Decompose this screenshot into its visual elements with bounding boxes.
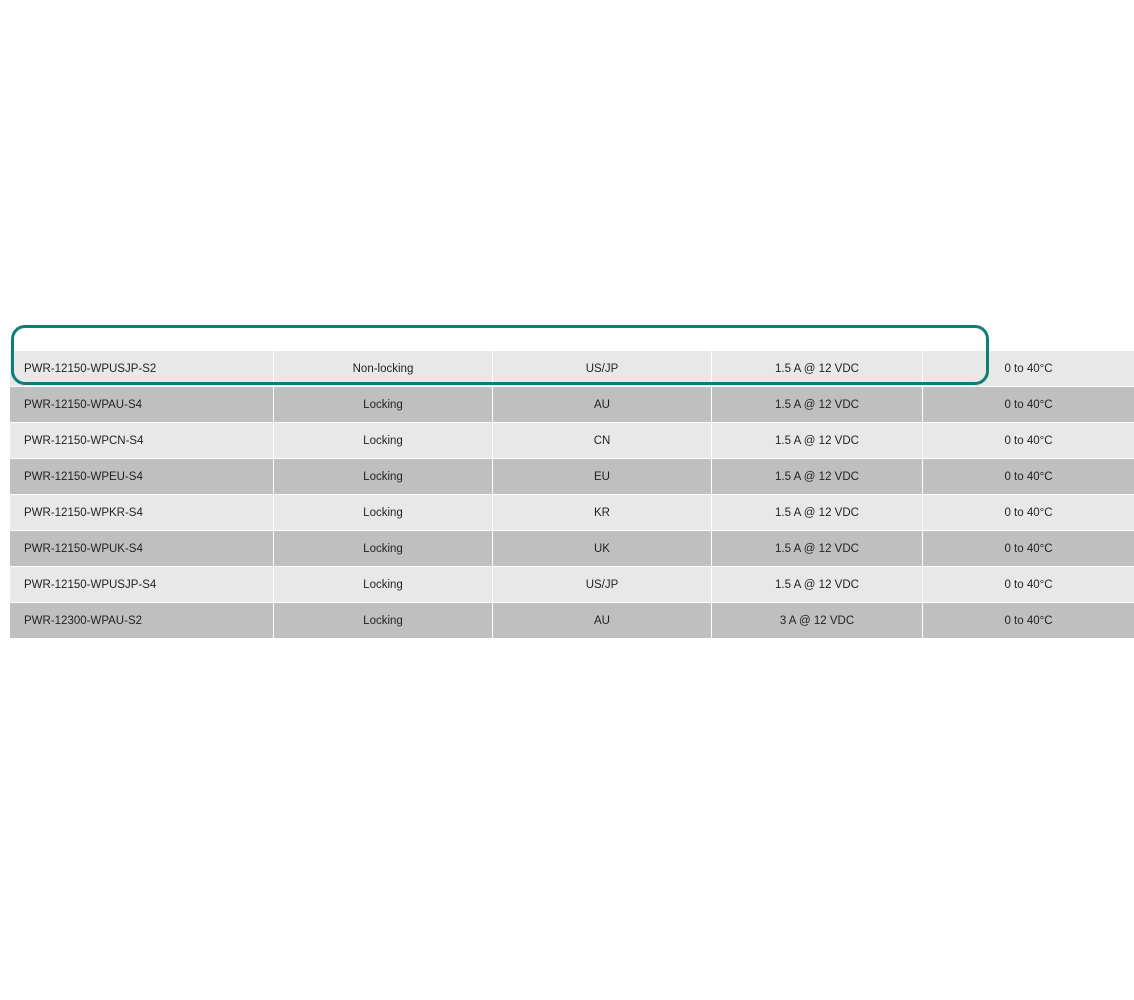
cell-region: US/JP	[493, 567, 712, 603]
cell-model: PWR-12150-WPKR-S4	[10, 495, 274, 531]
cell-model: PWR-12300-WPAU-S2	[10, 603, 274, 639]
cell-locking: Locking	[274, 459, 493, 495]
cell-locking: Non-locking	[274, 351, 493, 387]
table-row[interactable]	[10, 603, 1134, 639]
cell-temperature: 0 to 40°C	[923, 423, 1134, 459]
cell-region: AU	[493, 387, 712, 423]
cell-power: 3 A @ 12 VDC	[712, 603, 923, 639]
cell-locking: Locking	[274, 423, 493, 459]
cell-region: EU	[493, 459, 712, 495]
cell-region: UK	[493, 531, 712, 567]
table-row[interactable]	[10, 351, 1134, 387]
cell-temperature: 0 to 40°C	[923, 567, 1134, 603]
cell-temperature: 0 to 40°C	[923, 603, 1134, 639]
table-row[interactable]	[10, 567, 1134, 603]
cell-temperature: 0 to 40°C	[923, 351, 1134, 387]
table-row[interactable]	[10, 495, 1134, 531]
cell-model: PWR-12150-WPUK-S4	[10, 531, 274, 567]
power-supply-spec-table	[10, 351, 1134, 639]
cell-power: 1.5 A @ 12 VDC	[712, 387, 923, 423]
cell-locking: Locking	[274, 387, 493, 423]
table-row[interactable]	[10, 387, 1134, 423]
spec-table-container	[10, 351, 1053, 639]
cell-region: CN	[493, 423, 712, 459]
table-row[interactable]	[10, 459, 1134, 495]
table-row[interactable]	[10, 531, 1134, 567]
cell-locking: Locking	[274, 495, 493, 531]
cell-region: US/JP	[493, 351, 712, 387]
cell-power: 1.5 A @ 12 VDC	[712, 351, 923, 387]
cell-locking: Locking	[274, 531, 493, 567]
cell-temperature: 0 to 40°C	[923, 531, 1134, 567]
cell-power: 1.5 A @ 12 VDC	[712, 531, 923, 567]
cell-power: 1.5 A @ 12 VDC	[712, 495, 923, 531]
cell-model: PWR-12150-WPUSJP-S4	[10, 567, 274, 603]
cell-model: PWR-12150-WPEU-S4	[10, 459, 274, 495]
cell-model: PWR-12150-WPCN-S4	[10, 423, 274, 459]
cell-power: 1.5 A @ 12 VDC	[712, 567, 923, 603]
cell-temperature: 0 to 40°C	[923, 387, 1134, 423]
cell-region: KR	[493, 495, 712, 531]
cell-power: 1.5 A @ 12 VDC	[712, 459, 923, 495]
table-row[interactable]	[10, 423, 1134, 459]
cell-temperature: 0 to 40°C	[923, 495, 1134, 531]
cell-locking: Locking	[274, 603, 493, 639]
cell-locking: Locking	[274, 567, 493, 603]
cell-power: 1.5 A @ 12 VDC	[712, 423, 923, 459]
spec-table-body	[10, 351, 1134, 639]
cell-model: PWR-12150-WPUSJP-S2	[10, 351, 274, 387]
cell-model: PWR-12150-WPAU-S4	[10, 387, 274, 423]
cell-temperature: 0 to 40°C	[923, 459, 1134, 495]
cell-region: AU	[493, 603, 712, 639]
